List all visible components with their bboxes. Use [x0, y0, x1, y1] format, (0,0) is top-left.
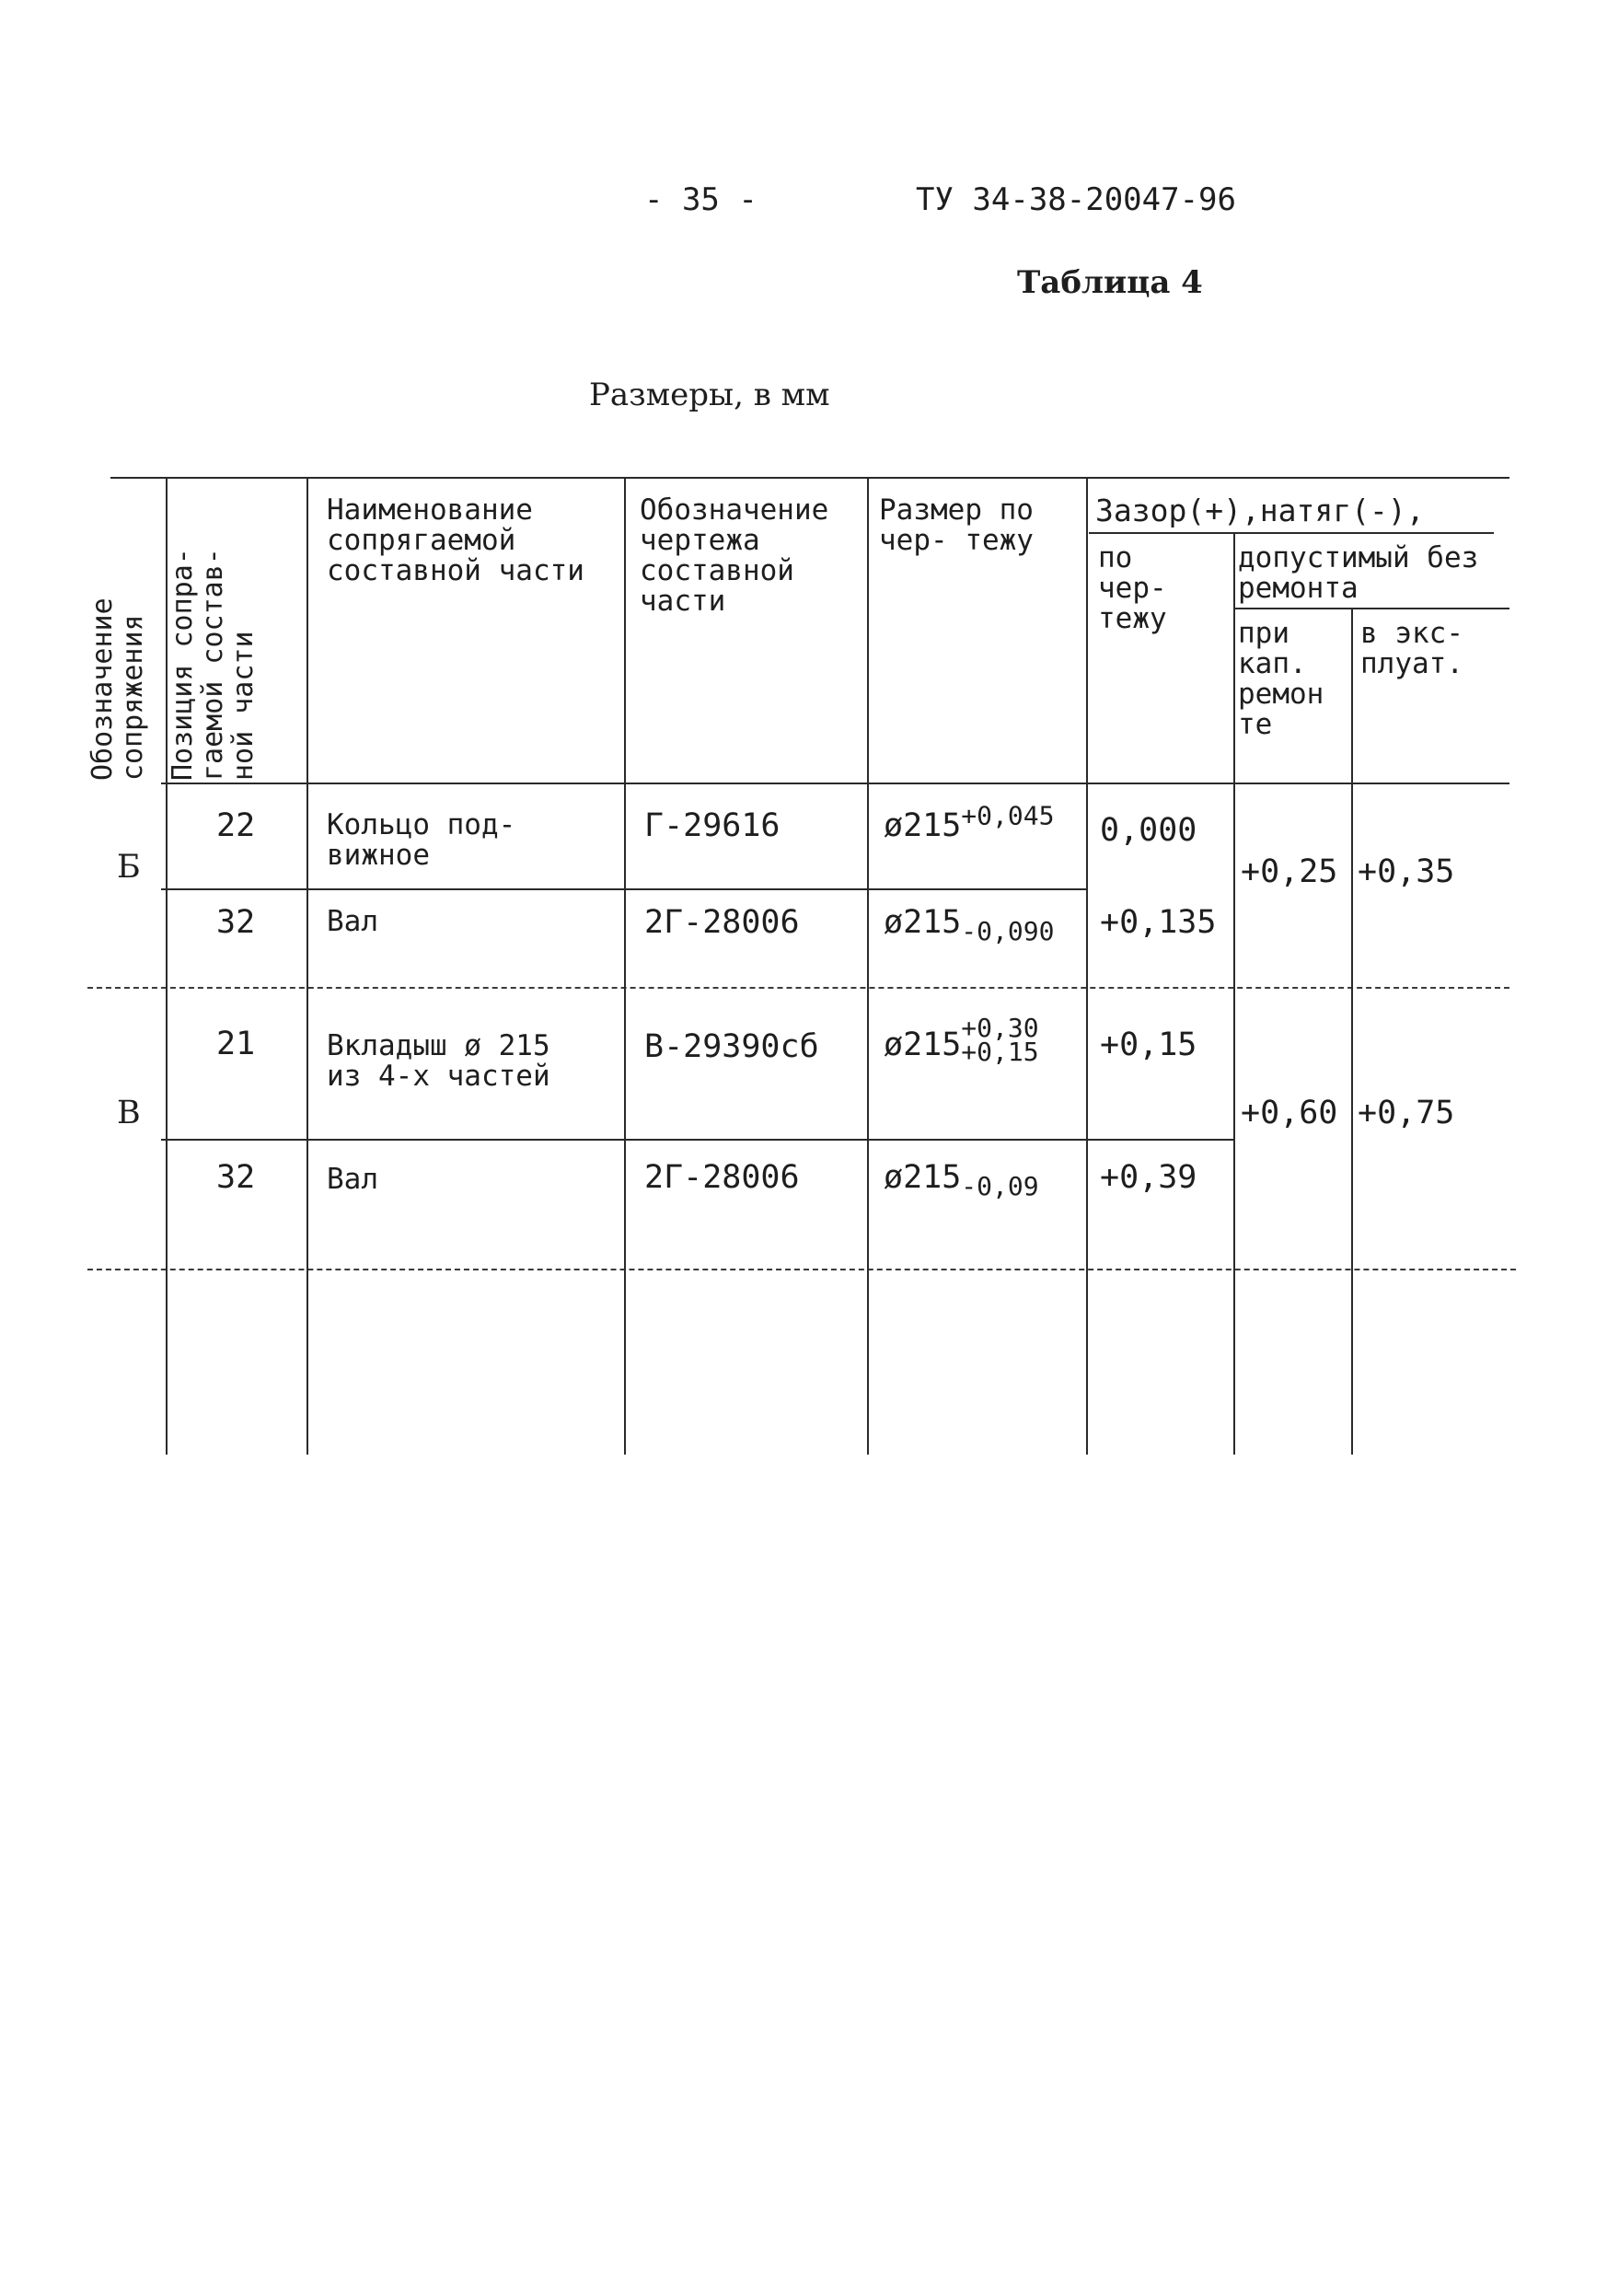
- at-repair-value: +0,60: [1241, 1095, 1338, 1131]
- col-divider-6: [1233, 532, 1235, 1455]
- table-row-clearance: 0,000: [1100, 812, 1197, 849]
- table-row-clearance: +0,135: [1100, 904, 1217, 941]
- table-row-size: [884, 1159, 1039, 1201]
- table-row-size: [884, 904, 1055, 946]
- header-at-repair: при кап. ремон те: [1238, 617, 1324, 741]
- table-row-size: [884, 800, 1055, 844]
- size-base: ø215: [884, 1159, 962, 1196]
- table-row-name: Вал: [327, 1163, 378, 1196]
- table-row-name: Кольцо под- вижное: [327, 808, 516, 872]
- header-part-name: Наименование сопрягаемой составной части: [327, 493, 584, 587]
- table-row-drawing: Г-29616: [644, 807, 781, 844]
- table-row-drawing: В-29390сб: [644, 1028, 819, 1065]
- col-divider-7: [1351, 608, 1353, 1455]
- size-lower-deviation: -0,09: [961, 1171, 1039, 1201]
- at-repair-value: +0,25: [1241, 853, 1338, 890]
- table-row-name: Вал: [327, 905, 378, 938]
- size-upper-deviation: +0,30: [961, 1013, 1039, 1043]
- table-row-drawing: 2Г-28006: [644, 1159, 800, 1196]
- header-clearance: Зазор(+),натяг(-),: [1095, 493, 1425, 528]
- table-row-position: 22: [216, 807, 256, 844]
- table-row-position: 32: [216, 1159, 256, 1196]
- table-row-clearance: +0,39: [1100, 1159, 1197, 1196]
- in-service-value: +0,35: [1358, 853, 1455, 890]
- size-tolerance-stack: [961, 1013, 1039, 1067]
- size-base: ø215: [884, 1026, 962, 1063]
- col-divider-5: [1086, 477, 1088, 1455]
- table-row-drawing: 2Г-28006: [644, 904, 800, 941]
- header-bottom-rule: [161, 783, 1509, 784]
- col-divider-4: [867, 477, 869, 1455]
- units-note: Размеры, в мм: [589, 377, 830, 413]
- col-divider-3: [624, 477, 626, 1455]
- table-row-position: 21: [216, 1026, 256, 1062]
- table-row-position: 32: [216, 904, 256, 941]
- clearance-header-rule: [1089, 532, 1494, 534]
- header-size: Размер по чер- тежу: [879, 493, 1034, 557]
- size-lower-deviation: -0,090: [961, 916, 1055, 946]
- joint-b: Б: [117, 849, 141, 886]
- header-by-drawing: по чер- тежу: [1098, 541, 1167, 635]
- header-position: Позиция сопра- гаемой состав- ной части: [167, 548, 260, 781]
- header-joint: Обозначение сопряжения: [87, 597, 149, 781]
- header-allowable: допустимый без ремонта: [1238, 541, 1479, 605]
- allowable-header-rule: [1233, 608, 1509, 609]
- group-divider: [87, 987, 1509, 989]
- table-top-rule: [110, 477, 1509, 479]
- document-code: ТУ 34-38-20047-96: [916, 181, 1236, 218]
- size-lower-deviation: +0,15: [961, 1037, 1039, 1067]
- table-row-size: [884, 1013, 1039, 1070]
- in-service-value: +0,75: [1358, 1095, 1455, 1131]
- size-base: ø215: [884, 807, 962, 844]
- col-divider-2: [306, 477, 308, 1455]
- joint-v: В: [117, 1095, 141, 1131]
- size-base: ø215: [884, 904, 962, 941]
- table-bottom-rule: [87, 1269, 1516, 1270]
- header-in-service: в экс- плуат.: [1360, 617, 1463, 680]
- header-drawing: Обозначение чертежа составной части: [640, 493, 829, 618]
- table-row-name: Вкладыш ø 215 из 4-х частей: [327, 1029, 550, 1093]
- table-label: Таблица 4: [1017, 264, 1203, 301]
- page-number: - 35 -: [644, 181, 757, 218]
- table-row-clearance: +0,15: [1100, 1026, 1197, 1063]
- size-upper-deviation: +0,045: [961, 800, 1055, 831]
- group-v-row-divider: [161, 1139, 1233, 1141]
